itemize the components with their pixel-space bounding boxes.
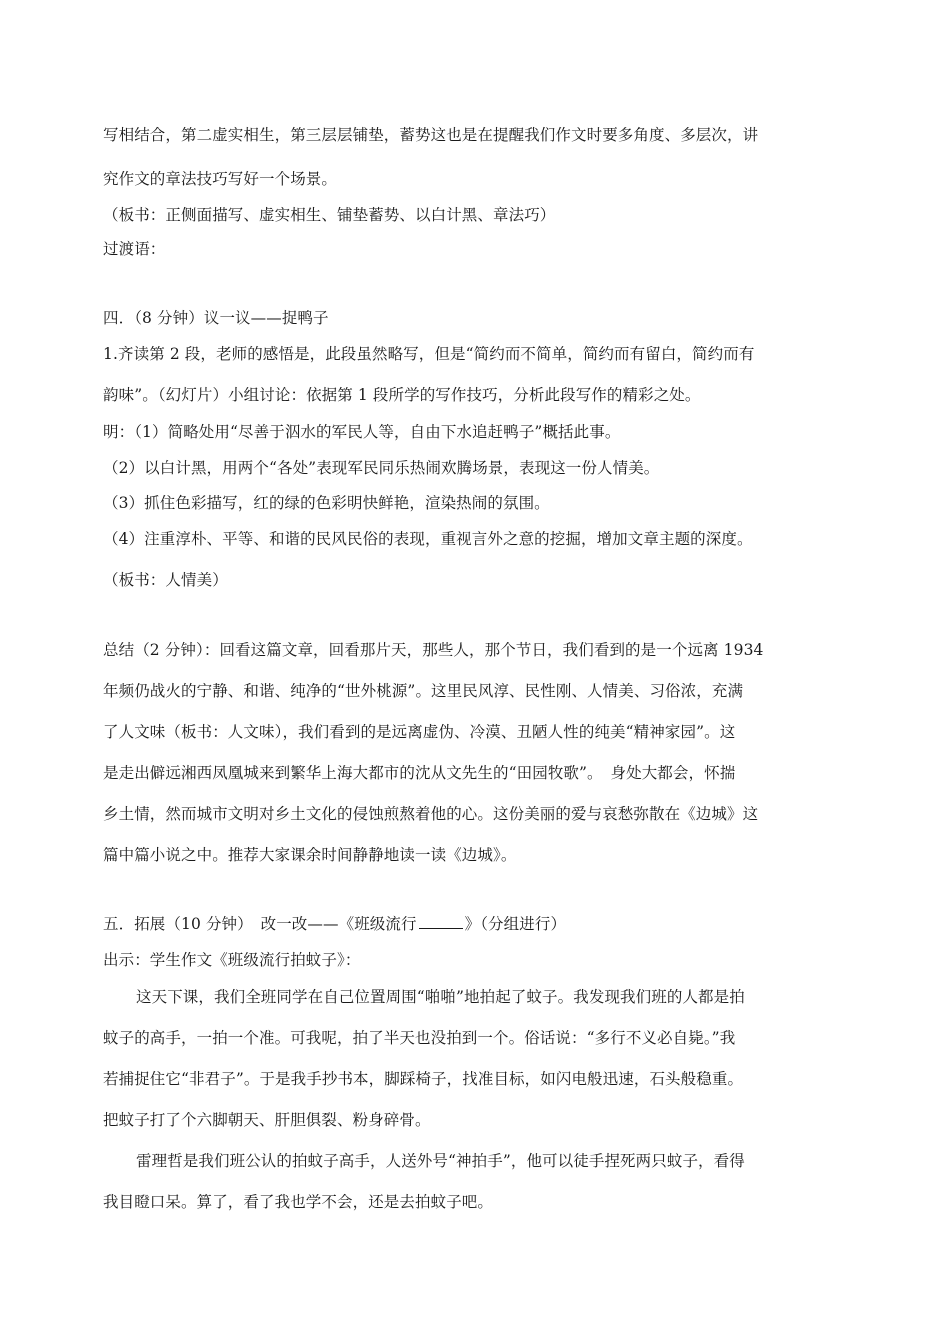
summary-line: 了人文味（板书：人文味），我们看到的是远离虚伪、冷漠、丑陋人性的纯美“精神家园”。这 bbox=[103, 723, 736, 741]
fill-in-blank bbox=[419, 914, 463, 929]
essay-intro: 出示：学生作文《班级流行拍蚊子》： bbox=[103, 951, 361, 969]
paragraph-line: 1.齐读第 2 段，老师的感悟是，此段虽然略写，但是“简约而不简单，简约而有留白，简约而有 bbox=[103, 345, 755, 363]
blackboard-note: （板书：人情美） bbox=[103, 571, 228, 589]
blackboard-note: （板书：正侧面描写、虚实相生、铺垫蓄势、以白计黑、章法巧） bbox=[103, 206, 556, 224]
essay-line: 这天下课，我们全班同学在自己位置周围“啪啪”地拍起了蚊子。我发现我们班的人都是拍 bbox=[136, 988, 745, 1006]
essay-line: 蚊子的高手，一拍一个准。可我呢，拍了半天也没拍到一个。俗话说：“多行不义必自毙。”我 bbox=[103, 1029, 736, 1047]
paragraph-line: 究作文的章法技巧写好一个场景。 bbox=[103, 170, 338, 188]
summary-line: 总结（2 分钟）：回看这篇文章，回看那片天，那些人，那个节日，我们看到的是一个远离 1934 bbox=[103, 641, 764, 659]
list-item: （4）注重淳朴、平等、和谐的民风民俗的表现，重视言外之意的挖掘，增加文章主题的深度。 bbox=[103, 530, 753, 548]
summary-line: 乡土情，然而城市文明对乡土文化的侵蚀煎熬着他的心。这份美丽的爱与哀愁弥散在《边城》这 bbox=[103, 805, 759, 823]
section-heading-4: 四．（8 分钟）议一议——捉鸭子 bbox=[103, 309, 329, 327]
summary-line: 年频仍战火的宁静、和谐、纯净的“世外桃源”。这里民风淳、民性刚、人情美、习俗浓，充满 bbox=[103, 682, 744, 700]
paragraph-line: 韵味”。（幻灯片）小组讨论：依据第 1 段所学的写作技巧，分析此段写作的精彩之处。 bbox=[103, 386, 701, 404]
essay-line: 若捕捉住它“非君子”。于是我手抄书本，脚踩椅子，找准目标，如闪电般迅速，石头般稳重。 bbox=[103, 1070, 744, 1088]
list-item: 明：（1）简略处用“尽善于泅水的军民人等，自由下水追赶鸭子”概括此事。 bbox=[103, 423, 621, 441]
heading-suffix: 》（分组进行） bbox=[464, 915, 567, 933]
summary-line: 是走出僻远湘西凤凰城来到繁华上海大都市的沈从文先生的“田园牧歌”。 身处大都会，怀揣 bbox=[103, 764, 736, 782]
essay-line: 把蚊子打了个六脚朝天、肝胆俱裂、粉身碎骨。 bbox=[103, 1111, 431, 1129]
list-item: （2）以白计黑，用两个“各处”表现军民同乐热闹欢腾场景，表现这一份人情美。 bbox=[103, 459, 660, 477]
paragraph-line: 写相结合，第二虚实相生，第三层层铺垫，蓄势这也是在提醒我们作文时要多角度、多层次，讲 bbox=[103, 126, 759, 144]
heading-prefix: 五．拓展（10 分钟） 改一改——《班级流行 bbox=[103, 915, 417, 933]
summary-line: 篇中篇小说之中。推荐大家课余时间静静地读一读《边城》。 bbox=[103, 846, 517, 864]
section-heading-5 bbox=[103, 914, 813, 934]
essay-line: 我目瞪口呆。算了，看了我也学不会，还是去拍蚊子吧。 bbox=[103, 1193, 494, 1211]
list-item: （3）抓住色彩描写，红的绿的色彩明快鲜艳，渲染热闹的氛围。 bbox=[103, 494, 550, 512]
essay-line: 雷理哲是我们班公认的拍蚊子高手，人送外号“神拍手”，他可以徒手捏死两只蚊子，看得 bbox=[136, 1152, 745, 1170]
transition-label: 过渡语： bbox=[103, 240, 166, 258]
